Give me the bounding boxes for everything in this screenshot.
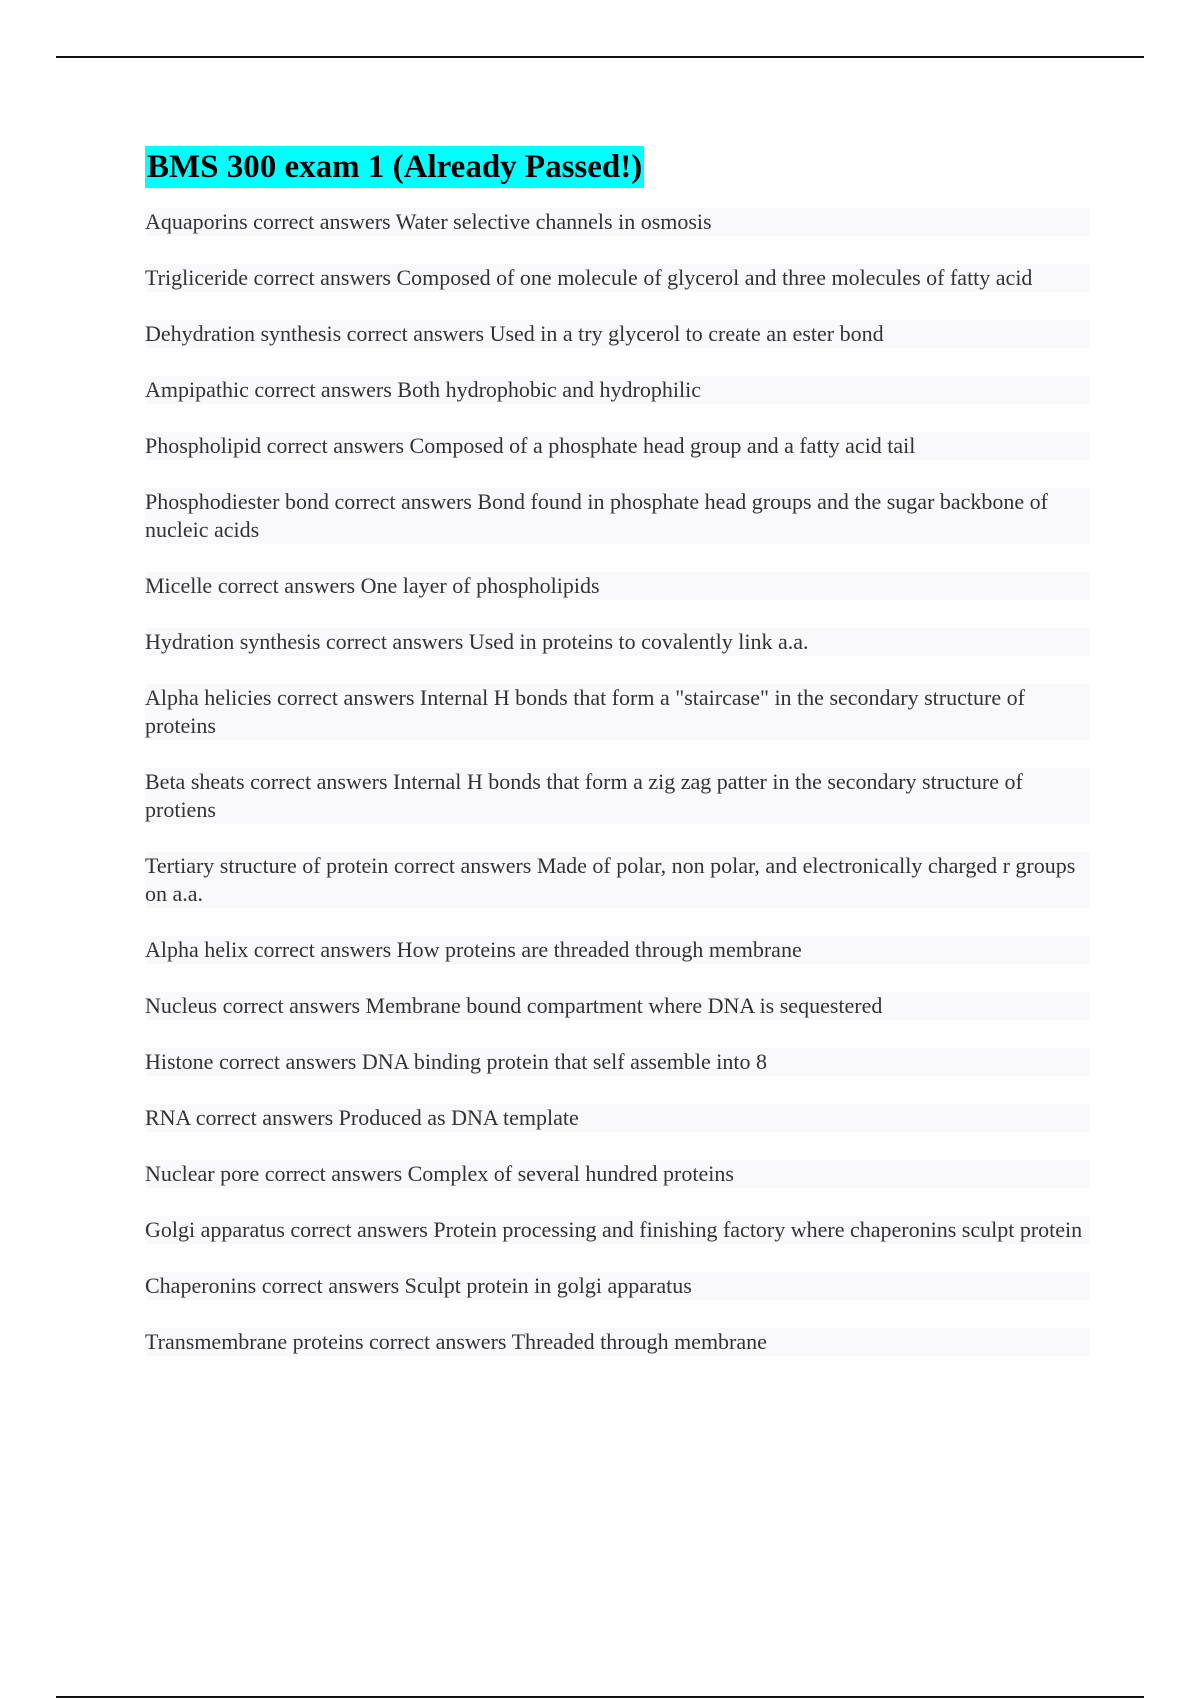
qa-item: Histone correct answers DNA binding protein that self assemble into 8 bbox=[145, 1048, 1090, 1076]
qa-item: Nuclear pore correct answers Complex of several hundred proteins bbox=[145, 1160, 1090, 1188]
document-body bbox=[145, 146, 1090, 1384]
qa-item: Micelle correct answers One layer of phospholipids bbox=[145, 572, 1090, 600]
qa-item: Hydration synthesis correct answers Used in proteins to covalently link a.a. bbox=[145, 628, 1090, 656]
qa-item: Phospholipid correct answers Composed of a phosphate head group and a fatty acid tail bbox=[145, 432, 1090, 460]
qa-item: Alpha helix correct answers How proteins are threaded through membrane bbox=[145, 936, 1090, 964]
qa-item: Nucleus correct answers Membrane bound compartment where DNA is sequestered bbox=[145, 992, 1090, 1020]
qa-item: Chaperonins correct answers Sculpt protein in golgi apparatus bbox=[145, 1272, 1090, 1300]
qa-item: Transmembrane proteins correct answers Threaded through membrane bbox=[145, 1328, 1090, 1356]
qa-item: Dehydration synthesis correct answers Used in a try glycerol to create an ester bond bbox=[145, 320, 1090, 348]
document-title: BMS 300 exam 1 (Already Passed!) bbox=[145, 146, 644, 188]
qa-item: Alpha helicies correct answers Internal H bonds that form a "staircase" in the secondary structure of proteins bbox=[145, 684, 1090, 740]
qa-item: Ampipathic correct answers Both hydrophobic and hydrophilic bbox=[145, 376, 1090, 404]
top-divider bbox=[56, 56, 1144, 58]
qa-item: Trigliceride correct answers Composed of one molecule of glycerol and three molecules of fatty acid bbox=[145, 264, 1090, 292]
qa-item: Golgi apparatus correct answers Protein processing and finishing factory where chaperonins sculpt protein bbox=[145, 1216, 1090, 1244]
bottom-divider bbox=[56, 1696, 1144, 1698]
qa-item: RNA correct answers Produced as DNA template bbox=[145, 1104, 1090, 1132]
qa-list bbox=[145, 208, 1090, 1356]
qa-item: Tertiary structure of protein correct answers Made of polar, non polar, and electronically charged r groups on a.a. bbox=[145, 852, 1090, 908]
qa-item: Beta sheats correct answers Internal H bonds that form a zig zag patter in the secondary structure of protiens bbox=[145, 768, 1090, 824]
qa-item: Aquaporins correct answers Water selective channels in osmosis bbox=[145, 208, 1090, 236]
qa-item: Phosphodiester bond correct answers Bond found in phosphate head groups and the sugar backbone of nucleic acids bbox=[145, 488, 1090, 544]
